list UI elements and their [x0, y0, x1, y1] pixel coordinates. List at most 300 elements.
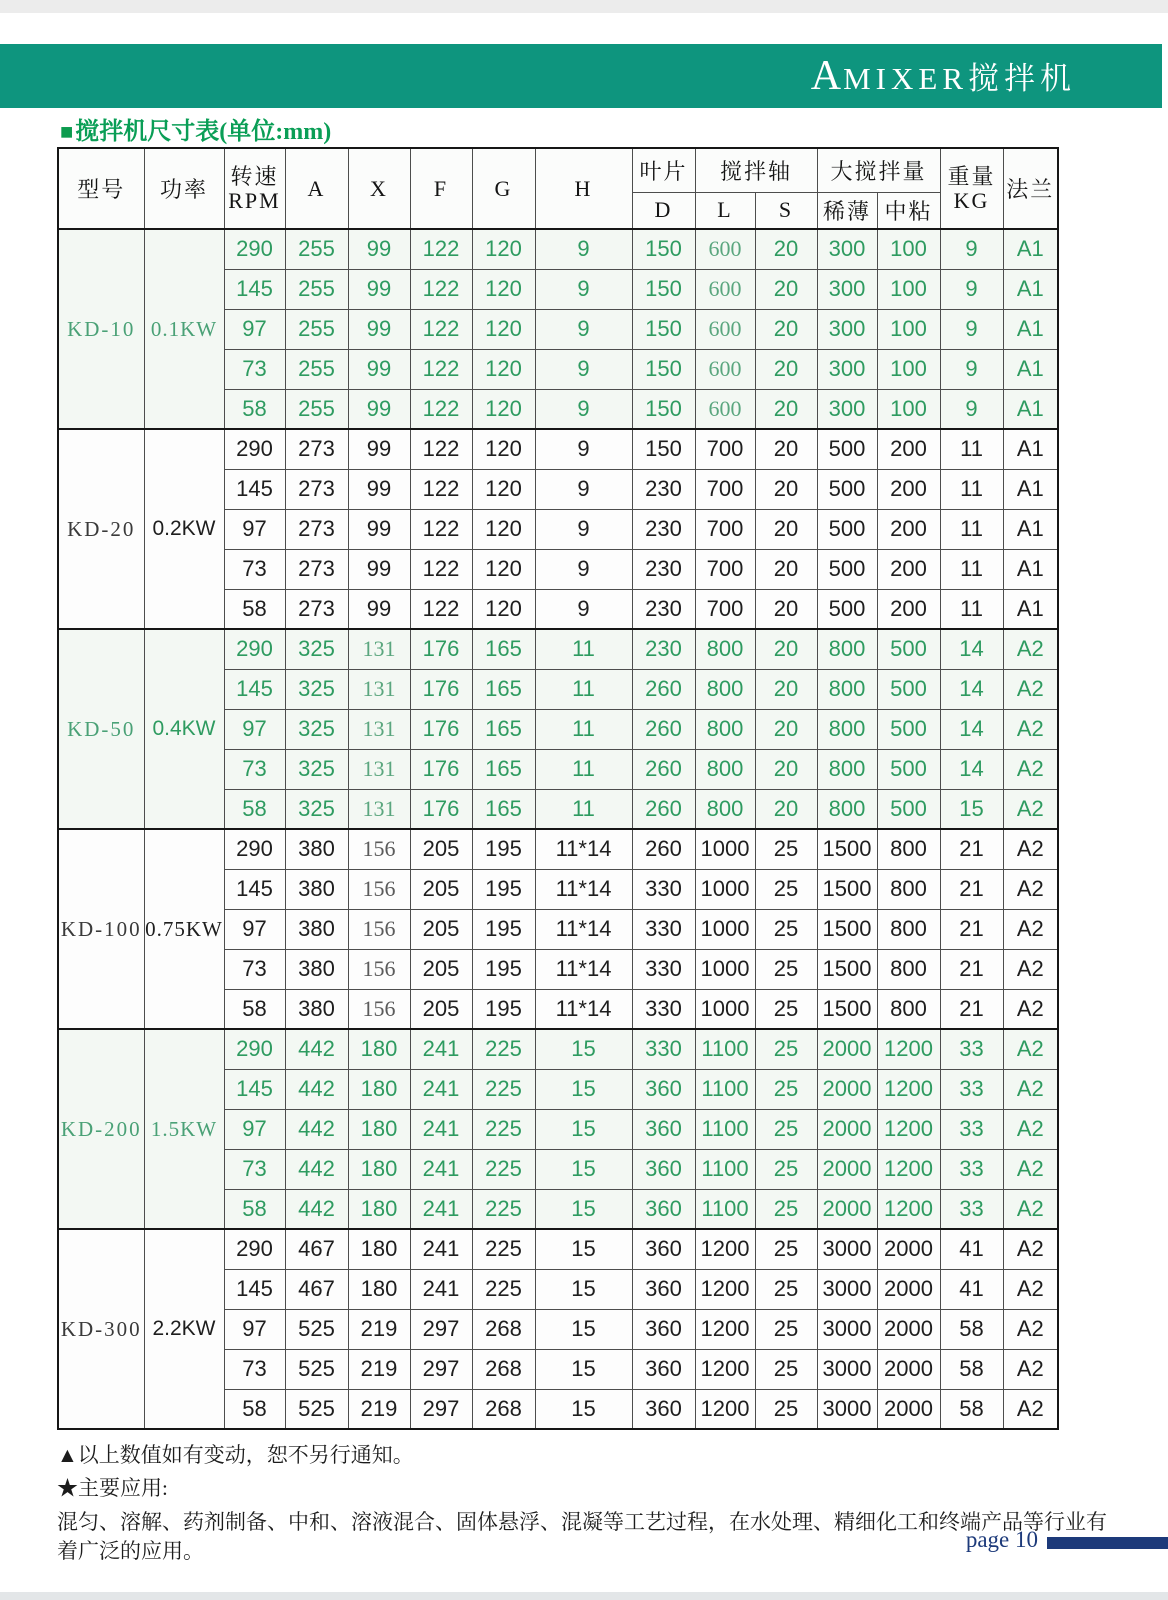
- data-cell: 11*14: [535, 949, 632, 989]
- data-cell: 165: [472, 789, 535, 829]
- data-cell: 11: [940, 429, 1003, 469]
- data-cell: 290: [224, 1029, 285, 1069]
- data-cell: 97: [224, 509, 285, 549]
- data-cell: 165: [472, 709, 535, 749]
- data-cell: 330: [632, 1029, 695, 1069]
- data-cell: 15: [535, 1189, 632, 1229]
- data-cell: 33: [940, 1149, 1003, 1189]
- data-cell: 20: [755, 429, 817, 469]
- section-title: [60, 111, 331, 146]
- data-cell: A1: [1003, 269, 1058, 309]
- data-cell: 2000: [817, 1189, 877, 1229]
- footnotes: [57, 1440, 1115, 1566]
- data-cell: 1100: [695, 1029, 755, 1069]
- data-cell: 25: [755, 1229, 817, 1269]
- model-cell: KD-100: [58, 829, 144, 1029]
- data-cell: A2: [1003, 669, 1058, 709]
- data-cell: A2: [1003, 1269, 1058, 1309]
- data-cell: 525: [285, 1389, 348, 1429]
- data-cell: 1100: [695, 1149, 755, 1189]
- data-cell: 273: [285, 509, 348, 549]
- data-cell: A2: [1003, 1149, 1058, 1189]
- data-cell: 156: [348, 989, 410, 1029]
- data-cell: 9: [940, 229, 1003, 269]
- data-cell: 800: [695, 749, 755, 789]
- data-cell: 21: [940, 909, 1003, 949]
- data-cell: 268: [472, 1349, 535, 1389]
- data-cell: 230: [632, 589, 695, 629]
- data-cell: 9: [535, 549, 632, 589]
- data-cell: 500: [817, 549, 877, 589]
- data-cell: 225: [472, 1029, 535, 1069]
- data-cell: 2000: [877, 1309, 940, 1349]
- data-cell: 176: [410, 709, 472, 749]
- data-cell: A2: [1003, 1109, 1058, 1149]
- data-cell: 442: [285, 1109, 348, 1149]
- data-cell: A2: [1003, 989, 1058, 1029]
- col-header-g: G: [472, 148, 535, 229]
- data-cell: 11: [940, 549, 1003, 589]
- data-cell: 14: [940, 749, 1003, 789]
- data-cell: 200: [877, 549, 940, 589]
- data-cell: A2: [1003, 1389, 1058, 1429]
- data-cell: 241: [410, 1149, 472, 1189]
- data-cell: 2000: [877, 1269, 940, 1309]
- data-cell: 11: [535, 669, 632, 709]
- data-cell: 156: [348, 909, 410, 949]
- data-cell: 25: [755, 869, 817, 909]
- data-cell: 20: [755, 669, 817, 709]
- data-cell: 25: [755, 1349, 817, 1389]
- data-cell: 20: [755, 709, 817, 749]
- data-cell: 3000: [817, 1229, 877, 1269]
- data-cell: 58: [224, 589, 285, 629]
- data-cell: 442: [285, 1069, 348, 1109]
- data-cell: 290: [224, 1229, 285, 1269]
- model-cell: KD-200: [58, 1029, 144, 1229]
- data-cell: 260: [632, 789, 695, 829]
- col-header-f: F: [410, 148, 472, 229]
- data-cell: A2: [1003, 1029, 1058, 1069]
- data-cell: 290: [224, 829, 285, 869]
- data-cell: 15: [940, 789, 1003, 829]
- data-cell: 195: [472, 989, 535, 1029]
- data-cell: 11: [535, 709, 632, 749]
- data-cell: 442: [285, 1029, 348, 1069]
- data-cell: 180: [348, 1229, 410, 1269]
- data-cell: 25: [755, 1149, 817, 1189]
- data-cell: 131: [348, 669, 410, 709]
- data-cell: 360: [632, 1309, 695, 1349]
- data-cell: A2: [1003, 1229, 1058, 1269]
- data-cell: 200: [877, 469, 940, 509]
- data-cell: 241: [410, 1029, 472, 1069]
- data-cell: 33: [940, 1029, 1003, 1069]
- data-cell: 200: [877, 429, 940, 469]
- data-cell: 1500: [817, 949, 877, 989]
- data-cell: 360: [632, 1229, 695, 1269]
- data-cell: 21: [940, 869, 1003, 909]
- data-cell: 180: [348, 1149, 410, 1189]
- data-cell: 21: [940, 989, 1003, 1029]
- data-cell: 156: [348, 949, 410, 989]
- col-header-power: 功率: [144, 148, 224, 229]
- data-cell: 800: [877, 989, 940, 1029]
- data-cell: 255: [285, 389, 348, 429]
- data-cell: 195: [472, 829, 535, 869]
- data-cell: 145: [224, 1269, 285, 1309]
- data-cell: 73: [224, 749, 285, 789]
- data-cell: 120: [472, 469, 535, 509]
- data-cell: 11: [535, 789, 632, 829]
- data-cell: 73: [224, 1349, 285, 1389]
- data-cell: 1200: [695, 1389, 755, 1429]
- data-cell: 500: [817, 509, 877, 549]
- data-cell: 9: [535, 429, 632, 469]
- table-row: [58, 829, 1058, 869]
- data-cell: 176: [410, 749, 472, 789]
- data-cell: 260: [632, 709, 695, 749]
- data-cell: 9: [940, 389, 1003, 429]
- data-cell: 800: [817, 709, 877, 749]
- data-cell: 25: [755, 829, 817, 869]
- data-cell: 2000: [877, 1349, 940, 1389]
- data-cell: 700: [695, 549, 755, 589]
- table-header: [58, 148, 1058, 229]
- col-header-capacity: 大搅拌量: [817, 148, 940, 192]
- data-cell: 99: [348, 389, 410, 429]
- data-cell: 21: [940, 829, 1003, 869]
- data-cell: 11*14: [535, 869, 632, 909]
- data-cell: 97: [224, 909, 285, 949]
- table-body: [58, 229, 1058, 1429]
- data-cell: 131: [348, 789, 410, 829]
- data-cell: 290: [224, 229, 285, 269]
- brand-title: MIXER搅拌机: [843, 61, 1076, 96]
- data-cell: 241: [410, 1189, 472, 1229]
- data-cell: 380: [285, 869, 348, 909]
- model-cell: KD-300: [58, 1229, 144, 1429]
- data-cell: 442: [285, 1189, 348, 1229]
- data-cell: 800: [877, 949, 940, 989]
- page-top-edge: [0, 0, 1168, 13]
- data-cell: 255: [285, 229, 348, 269]
- data-cell: 1000: [695, 949, 755, 989]
- data-cell: 20: [755, 549, 817, 589]
- data-cell: 205: [410, 949, 472, 989]
- data-cell: 99: [348, 229, 410, 269]
- section-title-text: 搅拌机尺寸表(单位:mm): [75, 119, 332, 145]
- brand-band: [0, 44, 1162, 108]
- col-header-flange: 法兰: [1003, 148, 1058, 229]
- data-cell: 3000: [817, 1349, 877, 1389]
- data-cell: 120: [472, 549, 535, 589]
- data-cell: 100: [877, 349, 940, 389]
- data-cell: 2000: [817, 1029, 877, 1069]
- data-cell: 1500: [817, 989, 877, 1029]
- data-cell: 2000: [877, 1389, 940, 1429]
- data-cell: 600: [695, 229, 755, 269]
- data-cell: A2: [1003, 869, 1058, 909]
- data-cell: 600: [695, 349, 755, 389]
- data-cell: 145: [224, 469, 285, 509]
- data-cell: 120: [472, 509, 535, 549]
- data-cell: 99: [348, 509, 410, 549]
- data-cell: 20: [755, 629, 817, 669]
- data-cell: 300: [817, 349, 877, 389]
- data-cell: 9: [535, 389, 632, 429]
- data-cell: 15: [535, 1069, 632, 1109]
- data-cell: 500: [877, 669, 940, 709]
- data-cell: 800: [817, 789, 877, 829]
- data-cell: 300: [817, 309, 877, 349]
- data-cell: 33: [940, 1069, 1003, 1109]
- data-cell: 99: [348, 589, 410, 629]
- data-cell: A2: [1003, 749, 1058, 789]
- data-cell: 600: [695, 389, 755, 429]
- data-cell: 290: [224, 629, 285, 669]
- power-cell: 0.1KW: [144, 229, 224, 429]
- spec-table: [57, 147, 1059, 1430]
- data-cell: 15: [535, 1269, 632, 1309]
- data-cell: 325: [285, 789, 348, 829]
- data-cell: 300: [817, 269, 877, 309]
- data-cell: 1500: [817, 869, 877, 909]
- data-cell: 700: [695, 589, 755, 629]
- data-cell: 11: [940, 469, 1003, 509]
- data-cell: 99: [348, 469, 410, 509]
- model-cell: KD-10: [58, 229, 144, 429]
- data-cell: 268: [472, 1389, 535, 1429]
- data-cell: 176: [410, 669, 472, 709]
- data-cell: 120: [472, 389, 535, 429]
- data-cell: 150: [632, 389, 695, 429]
- data-cell: 219: [348, 1389, 410, 1429]
- data-cell: A1: [1003, 589, 1058, 629]
- table-row: [58, 429, 1058, 469]
- table-row: [58, 229, 1058, 269]
- data-cell: 325: [285, 669, 348, 709]
- data-cell: 20: [755, 749, 817, 789]
- data-cell: 180: [348, 1029, 410, 1069]
- data-cell: 120: [472, 349, 535, 389]
- data-cell: 219: [348, 1349, 410, 1389]
- data-cell: A2: [1003, 829, 1058, 869]
- data-cell: 525: [285, 1309, 348, 1349]
- data-cell: 442: [285, 1149, 348, 1189]
- data-cell: 500: [877, 709, 940, 749]
- col-header-shaft-s: S: [755, 192, 817, 229]
- col-header-model: 型号: [58, 148, 144, 229]
- data-cell: 97: [224, 709, 285, 749]
- data-cell: 800: [877, 829, 940, 869]
- col-header-h: H: [535, 148, 632, 229]
- data-cell: 800: [817, 749, 877, 789]
- data-cell: 800: [695, 709, 755, 749]
- data-cell: 325: [285, 709, 348, 749]
- data-cell: 500: [817, 589, 877, 629]
- data-cell: 1200: [877, 1069, 940, 1109]
- data-cell: 33: [940, 1189, 1003, 1229]
- data-cell: A1: [1003, 309, 1058, 349]
- data-cell: 3000: [817, 1389, 877, 1429]
- page-number: page 10: [965, 1527, 1038, 1552]
- data-cell: 800: [695, 669, 755, 709]
- data-cell: 225: [472, 1269, 535, 1309]
- data-cell: 700: [695, 509, 755, 549]
- data-cell: 15: [535, 1229, 632, 1269]
- data-cell: 600: [695, 309, 755, 349]
- data-cell: 131: [348, 749, 410, 789]
- data-cell: 205: [410, 989, 472, 1029]
- data-cell: 600: [695, 269, 755, 309]
- data-cell: 1200: [695, 1269, 755, 1309]
- data-cell: 15: [535, 1149, 632, 1189]
- data-cell: 25: [755, 1269, 817, 1309]
- data-cell: 73: [224, 549, 285, 589]
- data-cell: 25: [755, 949, 817, 989]
- data-cell: 380: [285, 909, 348, 949]
- data-cell: 9: [535, 589, 632, 629]
- data-cell: 20: [755, 389, 817, 429]
- data-cell: 1100: [695, 1109, 755, 1149]
- note-main-applications: ★主要应用:: [57, 1476, 168, 1500]
- data-cell: 230: [632, 469, 695, 509]
- data-cell: 145: [224, 1069, 285, 1109]
- data-cell: 2000: [817, 1069, 877, 1109]
- data-cell: 9: [535, 229, 632, 269]
- data-cell: 9: [940, 309, 1003, 349]
- data-cell: A2: [1003, 709, 1058, 749]
- data-cell: 15: [535, 1309, 632, 1349]
- data-cell: 122: [410, 429, 472, 469]
- data-cell: 241: [410, 1269, 472, 1309]
- data-cell: 122: [410, 229, 472, 269]
- data-cell: 73: [224, 349, 285, 389]
- data-cell: 122: [410, 469, 472, 509]
- data-cell: 380: [285, 949, 348, 989]
- data-cell: 300: [817, 389, 877, 429]
- data-cell: 176: [410, 629, 472, 669]
- data-cell: 273: [285, 469, 348, 509]
- data-cell: 97: [224, 1309, 285, 1349]
- data-cell: 1500: [817, 829, 877, 869]
- col-header-capacity-viscous: 中粘: [877, 192, 940, 229]
- data-cell: 260: [632, 749, 695, 789]
- page-bottom-edge: [0, 1592, 1168, 1600]
- data-cell: 15: [535, 1029, 632, 1069]
- data-cell: 11*14: [535, 909, 632, 949]
- data-cell: 330: [632, 869, 695, 909]
- data-cell: 150: [632, 229, 695, 269]
- data-cell: 2000: [877, 1229, 940, 1269]
- data-cell: 1500: [817, 909, 877, 949]
- data-cell: 150: [632, 349, 695, 389]
- data-cell: 500: [817, 429, 877, 469]
- data-cell: 120: [472, 229, 535, 269]
- data-cell: 1100: [695, 1189, 755, 1229]
- data-cell: 1200: [877, 1189, 940, 1229]
- data-cell: 11: [940, 509, 1003, 549]
- data-cell: 260: [632, 669, 695, 709]
- data-cell: 800: [877, 869, 940, 909]
- data-cell: 41: [940, 1229, 1003, 1269]
- data-cell: 800: [877, 909, 940, 949]
- data-cell: 15: [535, 1109, 632, 1149]
- data-cell: 122: [410, 349, 472, 389]
- data-cell: 25: [755, 989, 817, 1029]
- data-cell: 120: [472, 589, 535, 629]
- data-cell: 255: [285, 269, 348, 309]
- data-cell: 500: [877, 789, 940, 829]
- data-cell: 14: [940, 629, 1003, 669]
- data-cell: 58: [224, 1189, 285, 1229]
- data-cell: 360: [632, 1109, 695, 1149]
- data-cell: 11: [535, 629, 632, 669]
- data-cell: 120: [472, 429, 535, 469]
- data-cell: 11: [940, 589, 1003, 629]
- data-cell: 122: [410, 589, 472, 629]
- data-cell: 122: [410, 309, 472, 349]
- data-cell: 156: [348, 869, 410, 909]
- data-cell: 800: [695, 789, 755, 829]
- data-cell: 99: [348, 429, 410, 469]
- data-cell: 241: [410, 1109, 472, 1149]
- data-cell: 800: [817, 629, 877, 669]
- data-cell: 360: [632, 1269, 695, 1309]
- data-cell: 225: [472, 1189, 535, 1229]
- model-cell: KD-50: [58, 629, 144, 829]
- data-cell: 122: [410, 549, 472, 589]
- table-row: [58, 1229, 1058, 1269]
- data-cell: 99: [348, 349, 410, 389]
- data-cell: 20: [755, 509, 817, 549]
- data-cell: 120: [472, 309, 535, 349]
- data-cell: 20: [755, 349, 817, 389]
- data-cell: 58: [224, 389, 285, 429]
- data-cell: 14: [940, 709, 1003, 749]
- data-cell: A2: [1003, 1069, 1058, 1109]
- data-cell: 99: [348, 269, 410, 309]
- data-cell: 205: [410, 909, 472, 949]
- data-cell: 360: [632, 1189, 695, 1229]
- col-header-blade: 叶片: [632, 148, 695, 192]
- data-cell: 800: [817, 669, 877, 709]
- data-cell: 325: [285, 629, 348, 669]
- col-header-shaft-l: L: [695, 192, 755, 229]
- data-cell: 131: [348, 709, 410, 749]
- data-cell: 100: [877, 309, 940, 349]
- data-cell: 1200: [877, 1109, 940, 1149]
- data-cell: 297: [410, 1309, 472, 1349]
- data-cell: 99: [348, 309, 410, 349]
- data-cell: 255: [285, 349, 348, 389]
- data-cell: 58: [940, 1389, 1003, 1429]
- data-cell: 200: [877, 589, 940, 629]
- data-cell: 41: [940, 1269, 1003, 1309]
- data-cell: 297: [410, 1349, 472, 1389]
- data-cell: 180: [348, 1069, 410, 1109]
- data-cell: 25: [755, 1309, 817, 1349]
- data-cell: 205: [410, 869, 472, 909]
- data-cell: 58: [940, 1309, 1003, 1349]
- data-cell: 241: [410, 1069, 472, 1109]
- data-cell: 73: [224, 1149, 285, 1189]
- data-cell: 14: [940, 669, 1003, 709]
- data-cell: 145: [224, 269, 285, 309]
- data-cell: 225: [472, 1069, 535, 1109]
- data-cell: 176: [410, 789, 472, 829]
